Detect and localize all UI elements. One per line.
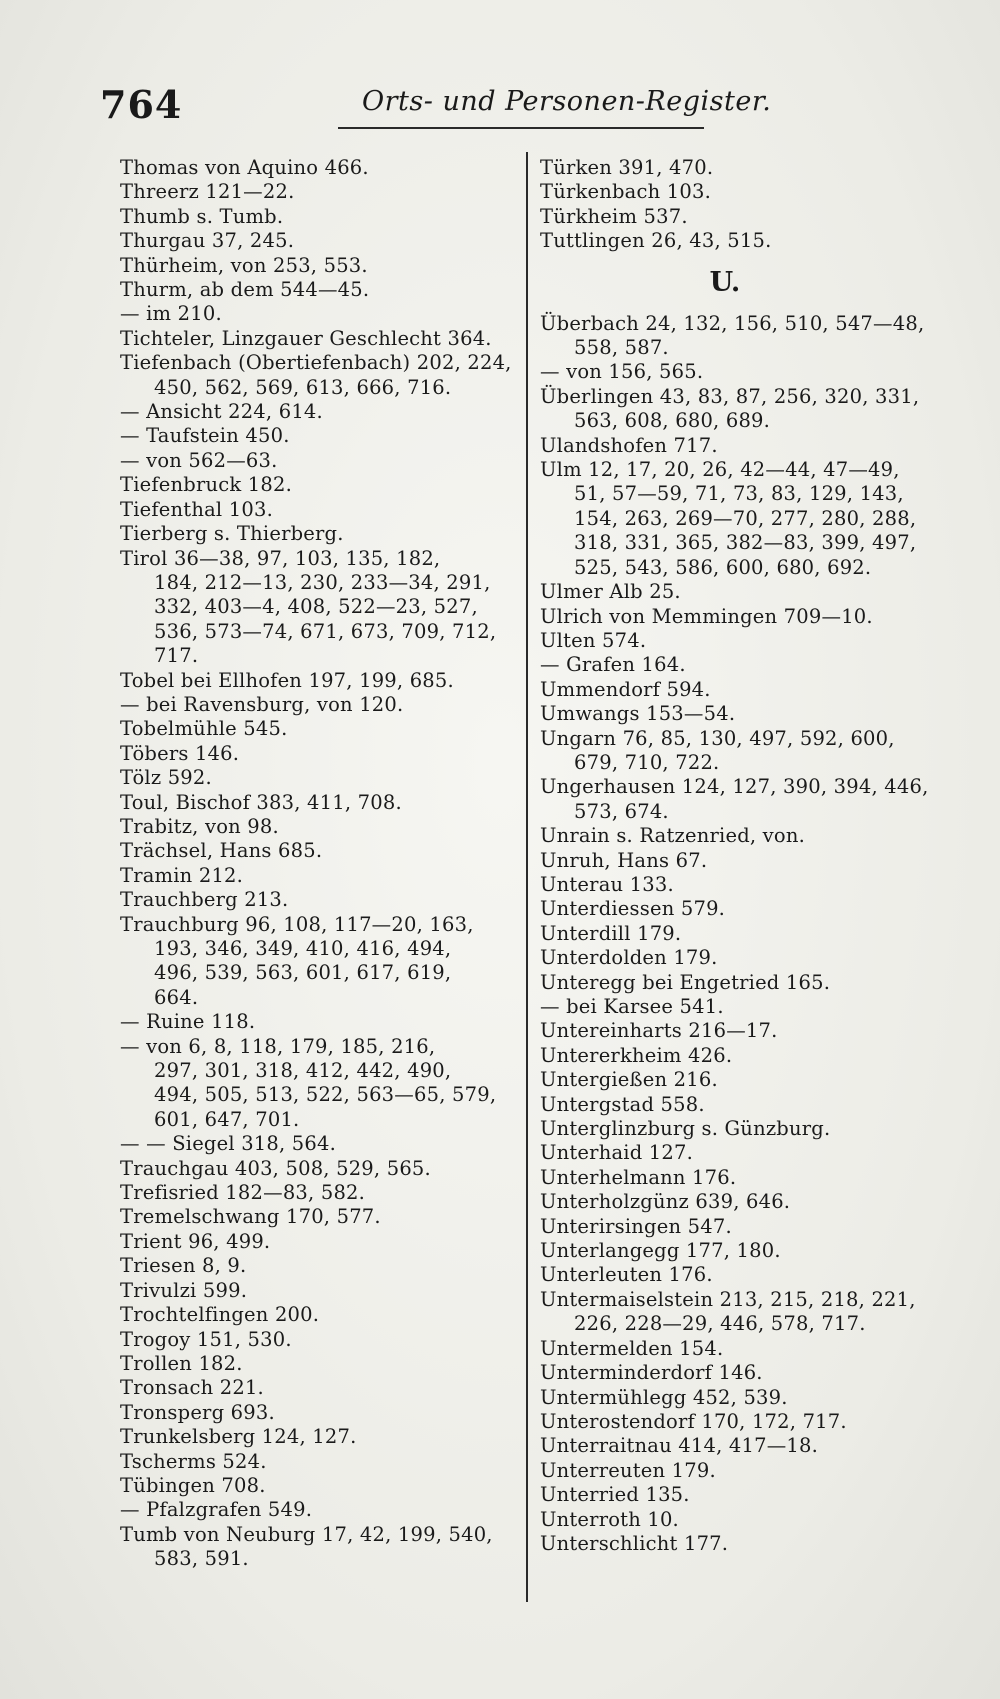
index-entry-line: Untereinharts 216—17. [540, 1019, 778, 1043]
column-divider [526, 152, 528, 1602]
index-entry-line: Untermelden 154. [540, 1336, 724, 1360]
index-entry-line: Unterreuten 179. [540, 1458, 716, 1482]
index-entry-line: Thomas von Aquino 466. [120, 156, 369, 179]
index-entry [540, 1361, 970, 1385]
index-entry [120, 1279, 520, 1303]
index-entry-line: Unterroth 10. [540, 1507, 679, 1531]
index-entry-line: Tölz 592. [120, 766, 212, 790]
index-entry [540, 1141, 970, 1165]
index-entry-line: Unterirsingen 547. [540, 1214, 732, 1238]
index-entry-continuation: 496, 539, 563, 601, 617, 619, [154, 961, 452, 985]
index-entry [120, 1425, 520, 1449]
index-entry-line: Unterminderdorf 146. [540, 1361, 763, 1385]
index-entry [540, 1044, 970, 1068]
right-column-top-entries [540, 156, 970, 254]
index-entry-line: Untermühlegg 452, 539. [540, 1385, 788, 1409]
index-entry [540, 385, 970, 434]
index-entry [540, 605, 970, 629]
index-entry-continuation: 193, 346, 349, 410, 416, 494, [154, 937, 452, 960]
index-entry [120, 205, 520, 229]
index-entry-line: Untergießen 216. [540, 1068, 718, 1092]
index-entry [120, 302, 520, 326]
index-entry-continuation: 583, 591. [154, 1547, 249, 1571]
index-entry-line: Unterraitnau 414, 417—18. [540, 1434, 818, 1458]
index-entry-line: Unteregg bei Engetried 165. [540, 970, 831, 994]
index-entry-line: Tramin 212. [120, 863, 244, 887]
index-entry [120, 1352, 520, 1376]
index-entry [120, 1035, 520, 1133]
index-entry-line: Tronsach 221. [120, 1376, 264, 1400]
index-entry [540, 1483, 970, 1507]
index-entry [540, 434, 970, 458]
index-entry [120, 1157, 520, 1181]
index-entry-line: Tobel bei Ellhofen 197, 199, 685. [120, 668, 454, 692]
index-entry [120, 449, 520, 473]
index-entry [120, 1181, 520, 1205]
index-entry-continuation: 536, 573—74, 671, 673, 709, 712, [154, 619, 497, 643]
index-entry-line: Tiefenbruck 182. [120, 473, 293, 497]
index-entry [540, 1288, 970, 1337]
index-entry-line: Thurm, ab dem 544—45. [120, 278, 370, 302]
index-entry-line: Tremelschwang 170, 577. [120, 1205, 381, 1229]
index-entry [120, 1132, 520, 1156]
index-entry-line: Unterau 133. [540, 872, 674, 896]
index-entry-line: Unterostendorf 170, 172, 717. [540, 1409, 847, 1433]
index-entry [120, 742, 520, 766]
index-entry [540, 995, 970, 1019]
index-entry [120, 1254, 520, 1278]
index-entry [540, 1166, 970, 1190]
index-entry-line: Umwangs 153—54. [540, 702, 736, 726]
index-entry-continuation: 573, 674. [574, 799, 669, 823]
index-entry-line: Türken 391, 470. [540, 156, 714, 179]
index-entry-line: Triesen 8, 9. [120, 1254, 247, 1278]
index-entry-continuation: 318, 331, 365, 382—83, 399, 497, [574, 531, 917, 555]
index-entry [120, 791, 520, 815]
index-entry-line: Unterried 135. [540, 1483, 690, 1507]
index-entry-line: Trefisried 182—83, 582. [120, 1181, 366, 1205]
index-entry-line: — von 6, 8, 118, 179, 185, 216, [120, 1034, 436, 1058]
index-entry-line: Trauchgau 403, 508, 529, 565. [120, 1156, 431, 1180]
index-entry [120, 693, 520, 717]
index-entry-line: Unterhelmann 176. [540, 1165, 737, 1189]
index-entry [540, 775, 970, 824]
index-entry [540, 1068, 970, 1092]
index-entry-line: — Ruine 118. [120, 1010, 256, 1034]
index-entry [540, 1410, 970, 1434]
index-entry-line: — bei Ravensburg, von 120. [120, 692, 404, 716]
index-entry-line: Unterholzgünz 639, 646. [540, 1190, 791, 1214]
index-entry-line: Unterdill 179. [540, 921, 682, 945]
index-entry [120, 1523, 520, 1572]
index-entry [540, 946, 970, 970]
index-entry [540, 653, 970, 677]
index-entry [540, 312, 970, 361]
index-entry-line: Ulrich von Memmingen 709—10. [540, 604, 873, 628]
index-entry-line: Tierberg s. Thierberg. [120, 522, 344, 546]
index-entry [540, 971, 970, 995]
index-entry [120, 913, 520, 1011]
index-entry-continuation: 679, 710, 722. [574, 750, 720, 774]
index-entry [120, 839, 520, 863]
index-entry-line: Unterdiessen 579. [540, 897, 726, 921]
index-entry [540, 1337, 970, 1361]
index-entry [540, 727, 970, 776]
index-entry [120, 1450, 520, 1474]
index-entry-line: Trunkelsberg 124, 127. [120, 1425, 357, 1449]
index-entry-line: Untergstad 558. [540, 1092, 705, 1116]
index-entry-continuation: 450, 562, 569, 613, 666, 716. [154, 375, 452, 399]
index-entry [540, 922, 970, 946]
index-entry-line: Tübingen 708. [120, 1473, 266, 1497]
index-entry [120, 522, 520, 546]
index-entry-line: Tichteler, Linzgauer Geschlecht 364. [120, 326, 492, 350]
index-entry [540, 180, 970, 204]
index-entry-line: Untererkheim 426. [540, 1043, 733, 1067]
section-letter-u: U. [709, 266, 741, 298]
index-entry-line: Tronsperg 693. [120, 1400, 275, 1424]
index-entry-line: Ungarn 76, 85, 130, 497, 592, 600, [540, 726, 895, 750]
index-entry-continuation: 717. [154, 644, 199, 668]
index-entry [540, 205, 970, 229]
index-entry-line: Tuttlingen 26, 43, 515. [540, 229, 772, 253]
index-entry [120, 473, 520, 497]
index-entry [540, 1508, 970, 1532]
index-entry-line: Tobelmühle 545. [120, 717, 288, 741]
left-index-column [120, 156, 520, 1572]
index-entry-line: Trauchberg 213. [120, 888, 289, 912]
index-entry-line: Trochtelfingen 200. [120, 1303, 320, 1327]
index-entry [120, 424, 520, 448]
index-entry [120, 766, 520, 790]
index-entry-continuation: 184, 212—13, 230, 233—34, 291, [154, 570, 491, 594]
index-entry-line: Überlingen 43, 83, 87, 256, 320, 331, [540, 384, 920, 408]
index-entry [540, 229, 970, 253]
index-entry-continuation: 332, 403—4, 408, 522—23, 527, [154, 595, 478, 619]
index-entry [120, 1474, 520, 1498]
index-entry-line: — bei Karsee 541. [540, 995, 724, 1018]
index-entry-line: Untermaiselstein 213, 215, 218, 221, [540, 1287, 916, 1311]
index-entry [120, 1010, 520, 1034]
index-entry-line: Trollen 182. [120, 1351, 243, 1375]
index-entry [120, 1230, 520, 1254]
index-entry-line: Tumb von Neuburg 17, 42, 199, 540, [120, 1522, 493, 1546]
index-entry [540, 678, 970, 702]
index-entry-continuation: 563, 608, 680, 689. [574, 409, 771, 433]
index-entry [120, 400, 520, 424]
index-entry [540, 1093, 970, 1117]
index-entry-line: Thumb s. Tumb. [120, 204, 284, 228]
index-entry [120, 351, 520, 400]
index-entry [540, 824, 970, 848]
index-entry [540, 897, 970, 921]
index-entry-line: Thürheim, von 253, 553. [120, 253, 368, 277]
index-entry-line: Tiefenthal 103. [120, 497, 273, 521]
index-entry [120, 669, 520, 693]
index-entry-line: Unrain s. Ratzenried, von. [540, 824, 805, 848]
index-entry-line: Unterleuten 176. [540, 1263, 713, 1287]
index-entry [120, 1401, 520, 1425]
index-entry [120, 1328, 520, 1352]
index-entry-line: Unterschlicht 177. [540, 1531, 729, 1555]
index-entry-continuation: 601, 647, 701. [154, 1107, 300, 1131]
index-entry [120, 1303, 520, 1327]
index-entry [540, 1263, 970, 1287]
index-entry-line: Trogoy 151, 530. [120, 1327, 292, 1351]
index-entry [120, 254, 520, 278]
index-entry-continuation: 558, 587. [574, 336, 669, 360]
index-entry [540, 702, 970, 726]
index-entry-line: — Pfalzgrafen 549. [120, 1498, 313, 1522]
index-entry-line: Toul, Bischof 383, 411, 708. [120, 790, 402, 814]
index-entry-continuation: 297, 301, 318, 412, 442, 490, [154, 1059, 452, 1083]
index-entry [540, 156, 970, 180]
index-entry-line: Unruh, Hans 67. [540, 848, 708, 872]
index-entry [540, 1239, 970, 1263]
index-entry [540, 1190, 970, 1214]
index-entry [540, 1386, 970, 1410]
index-entry [540, 1215, 970, 1239]
index-entry [120, 498, 520, 522]
index-entry-line: Trauchburg 96, 108, 117—20, 163, [120, 912, 474, 936]
index-entry-continuation: 154, 263, 269—70, 277, 280, 288, [574, 506, 917, 530]
index-entry-continuation: 664. [154, 985, 199, 1009]
header-rule [338, 127, 704, 129]
index-entry-line: Ulandshofen 717. [540, 433, 718, 457]
index-entry [540, 849, 970, 873]
index-entry [120, 888, 520, 912]
index-entry [540, 360, 970, 384]
index-entry [120, 864, 520, 888]
index-entry [540, 873, 970, 897]
index-entry [120, 1498, 520, 1522]
index-entry [540, 629, 970, 653]
index-entry-line: Unterhaid 127. [540, 1141, 694, 1165]
index-entry [120, 327, 520, 351]
index-entry [120, 1376, 520, 1400]
index-entry-line: Tirol 36—38, 97, 103, 135, 182, [120, 546, 441, 570]
index-entry [540, 1532, 970, 1556]
index-entry [120, 1205, 520, 1229]
index-entry-line: Thurgau 37, 245. [120, 229, 295, 253]
index-entry [120, 717, 520, 741]
index-entry-line: Türkenbach 103. [540, 180, 712, 204]
index-entry-line: Ulmer Alb 25. [540, 580, 681, 604]
index-entry [120, 547, 520, 669]
index-entry-continuation: 51, 57—59, 71, 73, 83, 129, 143, [574, 482, 904, 506]
page-number: 764 [100, 82, 183, 127]
index-entry-continuation: 226, 228—29, 446, 578, 717. [574, 1312, 866, 1336]
right-column-u-entries [540, 312, 970, 1557]
index-entry-line: — — Siegel 318, 564. [120, 1132, 337, 1156]
index-entry-line: — von 562—63. [120, 448, 278, 472]
index-entry [540, 580, 970, 604]
index-entry-line: Unterdolden 179. [540, 946, 718, 970]
right-index-column [540, 156, 970, 1556]
index-entry-line: — von 156, 565. [540, 360, 704, 384]
index-entry-line: Überbach 24, 132, 156, 510, 547—48, [540, 311, 925, 335]
index-entry-line: — Taufstein 450. [120, 424, 290, 448]
index-entry [120, 278, 520, 302]
index-entry-line: Threerz 121—22. [120, 180, 295, 204]
index-entry-line: Tiefenbach (Obertiefenbach) 202, 224, [120, 351, 512, 375]
index-entry [540, 1459, 970, 1483]
index-entry [120, 229, 520, 253]
index-entry-line: Ungerhausen 124, 127, 390, 394, 446, [540, 775, 929, 799]
index-entry-line: — Ansicht 224, 614. [120, 400, 323, 424]
index-entry-line: Unterlangegg 177, 180. [540, 1239, 781, 1263]
index-entry-line: Türkheim 537. [540, 204, 688, 228]
running-head: Orts- und Personen-Register. [362, 86, 772, 117]
index-entry-line: Töbers 146. [120, 741, 240, 765]
index-entry [540, 1019, 970, 1043]
index-entry-line: Tscherms 524. [120, 1449, 267, 1473]
index-entry [120, 815, 520, 839]
index-entry-line: — im 210. [120, 302, 222, 326]
index-entry-line: Ulten 574. [540, 628, 647, 652]
index-entry [540, 1434, 970, 1458]
index-entry-line: Trivulzi 599. [120, 1278, 248, 1302]
index-entry [120, 156, 520, 180]
index-entry-line: Trächsel, Hans 685. [120, 839, 323, 863]
index-entry-continuation: 494, 505, 513, 522, 563—65, 579, [154, 1083, 497, 1107]
index-entry-line: Trient 96, 499. [120, 1229, 271, 1253]
index-entry-continuation: 525, 543, 586, 600, 680, 692. [574, 555, 872, 579]
index-entry-line: Ulm 12, 17, 20, 26, 42—44, 47—49, [540, 458, 900, 482]
index-entry-line: Unterglinzburg s. Günzburg. [540, 1117, 831, 1141]
index-entry [540, 1117, 970, 1141]
index-entry-line: — Grafen 164. [540, 653, 686, 677]
index-entry [120, 180, 520, 204]
index-entry-line: Trabitz, von 98. [120, 814, 279, 838]
index-entry [540, 458, 970, 580]
index-entry-line: Ummendorf 594. [540, 677, 711, 701]
